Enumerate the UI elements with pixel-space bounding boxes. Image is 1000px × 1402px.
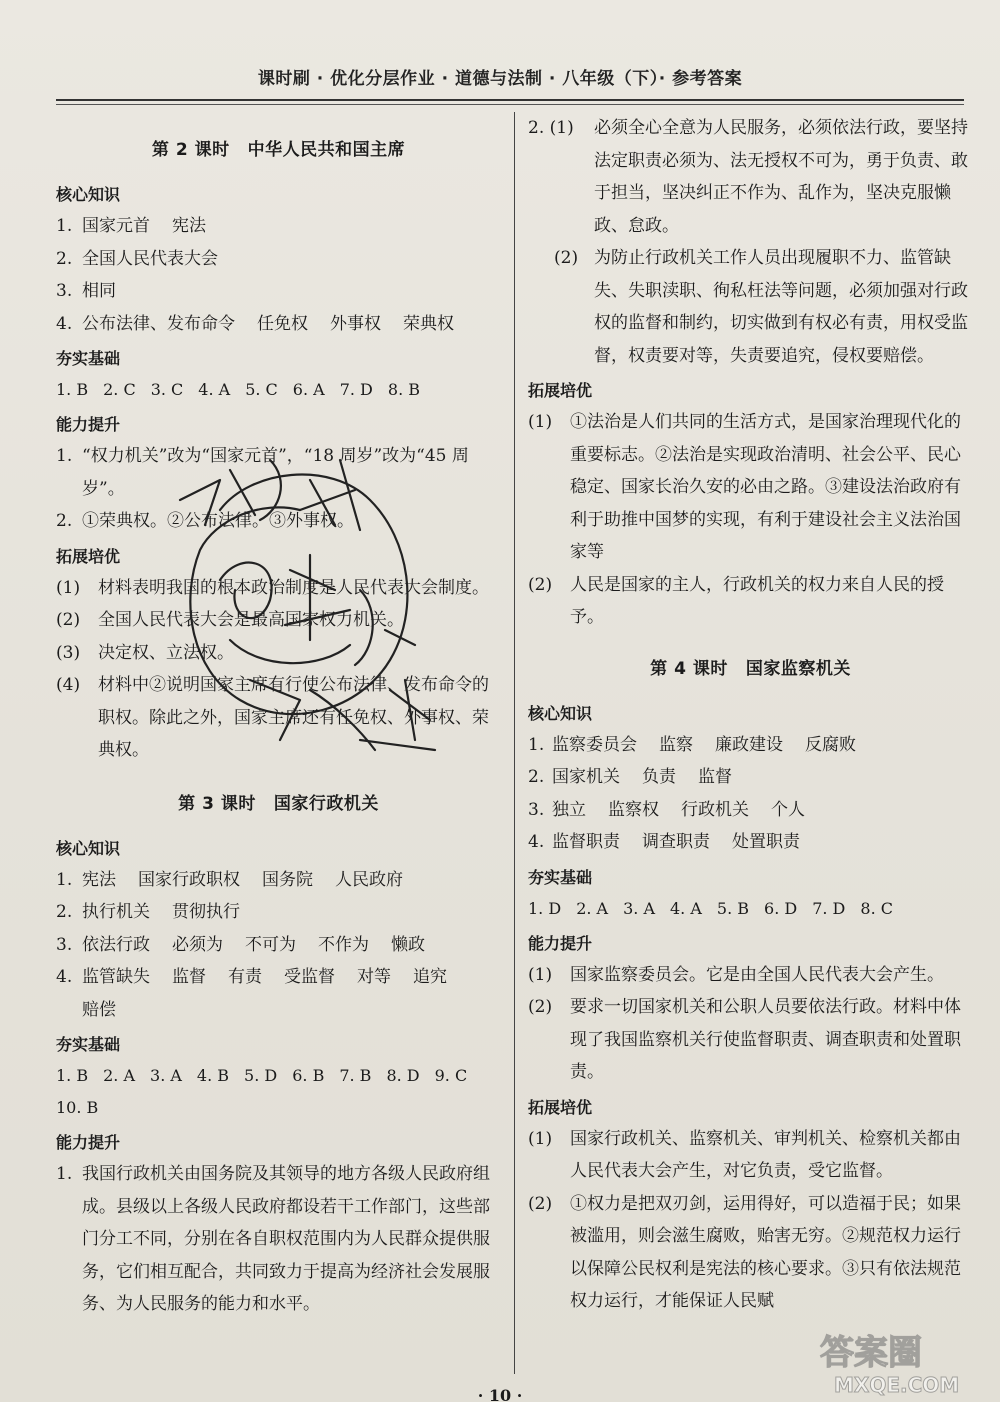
expand-item: (2) 人民是国家的主人，行政机关的权力来自人民的授予。	[528, 574, 944, 627]
section-core-knowledge: 核心知识	[56, 838, 121, 858]
expand-item: (1) 材料表明我国的根本政治制度是人民代表大会制度。	[56, 577, 489, 598]
section-core-knowledge: 核心知识	[528, 703, 593, 723]
lesson-2-number: 第 2 课时	[151, 140, 230, 160]
expand-item: (2) 全国人民代表大会是最高国家权力机关。	[56, 610, 404, 630]
section-ability: 能力提升	[56, 1133, 121, 1152]
core-item: 1. 监察委员会 监察 廉政建设 反腐败	[528, 734, 856, 755]
right-column	[528, 112, 973, 1318]
ability-item: 2. ①荣典权。②公布法律。③外事权。	[56, 511, 354, 531]
basic-answers: 1. D 2. A 3. A 4. A 5. B 6. D 7. D 8. C	[528, 898, 893, 918]
core-item: 1. 国家元首 宪法	[56, 216, 206, 236]
core-item: 3. 相同	[56, 281, 116, 301]
section-basic: 夯实基础	[56, 349, 121, 368]
basic-answers: 1. B 2. C 3. C 4. A 5. C 6. A 7. D 8. B	[56, 380, 420, 399]
section-expand: 拓展培优	[56, 546, 121, 566]
expand-item: (4) 材料中②说明国家主席有行使公布法律、发布命令的职权。除此之外，国家主席还有任免权、外事权、荣典权。	[56, 675, 489, 760]
lesson-4-number: 第 4 课时	[650, 658, 728, 679]
ability-item: (1) 国家监察委员会。它是由全国人民代表大会产生。	[528, 964, 944, 985]
ability-item: (2) 要求一切国家机关和公职人员要依法行政。材料中体现了我国监察机关行使监督职责、调查职责和处置职责。	[528, 997, 961, 1082]
core-item: 4. 监督职责 调查职责 处置职责	[528, 832, 800, 852]
basic-answers: 1. B 2. A 3. A 4. B 5. D 6. B 7. B 8. D 9. C 10. B	[56, 1066, 468, 1117]
section-basic: 夯实基础	[56, 1035, 121, 1054]
section-basic: 夯实基础	[528, 867, 593, 887]
ability-item: 1. 我国行政机关由国务院及其领导的地方各级人民政府组成。县级以上各级人民政府都设若干工作部门，这些部门分工不同，分别在各自职权范围内为人民群众提供服务，它们相互配合，共同致力于提高为经济社会发展服务、为人民服务的能力和水平。	[56, 1164, 490, 1314]
section-core-knowledge: 核心知识	[56, 185, 121, 204]
watermark-text: 答案圈	[820, 1333, 922, 1373]
section-ability: 能力提升	[528, 933, 593, 953]
watermark-url: MXQE.COM	[834, 1373, 960, 1397]
expand-item: (1) 国家行政机关、监察机关、审判机关、检察机关都由人民代表大会产生，对它负责，受它监督。	[528, 1128, 961, 1181]
ability-item: 1. “权力机关”改为“国家元首”，“18 周岁”改为“45 周岁”。	[56, 446, 469, 499]
lesson-3-number: 第 3 课时	[178, 793, 256, 814]
core-item: 2. 全国人民代表大会	[56, 248, 218, 269]
ability-item: (2) 为防止行政机关工作人员出现履职不力、监管缺失、失职渎职、徇私枉法等问题，必须加强对行政权的监督和制约，切实做到有权必有责，用权受监督，权责要对等，失责要追究，侵权要赔偿。	[554, 248, 968, 366]
lesson-2-name: 中华人民共和国主席	[247, 140, 406, 160]
core-item: 2. 国家机关 负责 监督	[528, 767, 732, 787]
header-rule-thin	[56, 104, 964, 105]
core-item: 3. 独立 监察权 行政机关 个人	[528, 799, 805, 820]
left-column	[56, 125, 501, 1321]
lesson-4-name: 国家监察机关	[745, 658, 851, 679]
lesson-2-title	[56, 135, 501, 160]
core-item: 4. 监管缺失 监督 有责 受监督 对等 追究 赔偿	[56, 967, 447, 1020]
lesson-3-name: 国家行政机关	[273, 793, 379, 814]
core-item: 4. 公布法律、发布命令 任免权 外事权 荣典权	[56, 313, 454, 334]
page-header: 课时刷 · 优化分层作业 · 道德与法制 · 八年级（下）· 参考答案	[257, 69, 743, 89]
core-item: 2. 执行机关 贯彻执行	[56, 902, 240, 922]
core-item: 3. 依法行政 必须为 不可为 不作为 懒政	[56, 934, 425, 955]
page-number: · 10 ·	[477, 1386, 523, 1402]
ability-item: 2. (1) 必须全心全意为人民服务，必须依法行政，要坚持法定职责必须为、法无授权不可为，勇于负责、敢于担当，坚决纠正不作为、乱作为，坚决克服懒政、怠政。	[528, 118, 968, 236]
section-expand: 拓展培优	[528, 381, 593, 400]
section-ability: 能力提升	[56, 415, 121, 434]
core-item: 1. 宪法 国家行政职权 国务院 人民政府	[56, 869, 403, 890]
lesson-4-title	[528, 654, 973, 679]
column-divider	[514, 112, 515, 1374]
expand-item: (2) ①权力是把双刃剑，运用得好，可以造福于民；如果被滥用，则会滋生腐败，贻害无穷。②规范权力运行以保障公民权利是宪法的核心要求。③只有依法规范权力运行，才能保证人民赋	[528, 1193, 961, 1311]
expand-item: (3) 决定权、立法权。	[56, 642, 234, 663]
lesson-3-title	[56, 789, 501, 814]
section-expand: 拓展培优	[528, 1097, 593, 1117]
expand-item: (1) ①法治是人们共同的生活方式，是国家治理现代化的重要标志。②法治是实现政治清明、社会公平、民心稳定、国家长治久安的必由之路。③建设法治政府有利于助推中国梦的实现，有利于建设社会主义法治国家等	[528, 412, 961, 562]
header-rule	[56, 99, 964, 101]
